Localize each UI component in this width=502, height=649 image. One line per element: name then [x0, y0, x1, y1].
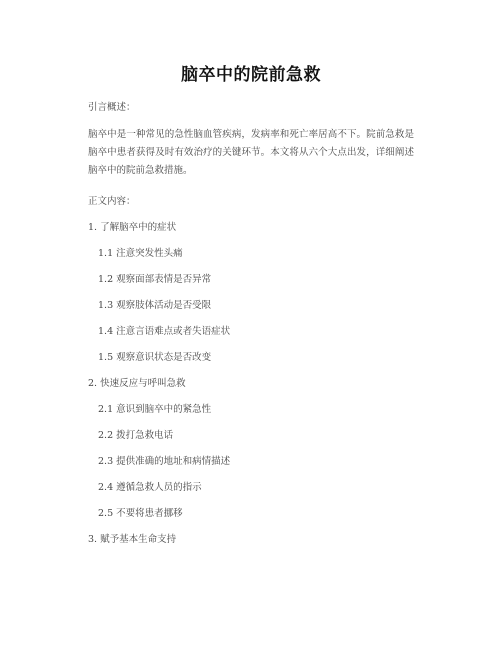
list-item: 2.3 提供准确的地址和病情描述 — [98, 456, 231, 467]
list-item: 1.5 观察意识状态是否改变 — [98, 352, 212, 363]
list-item: 1.3 观察肢体活动是否受限 — [98, 300, 212, 311]
intro-heading: 引言概述： — [88, 102, 136, 113]
list-item: 2.4 遵循急救人员的指示 — [98, 482, 202, 493]
list-item: 2.2 拨打急救电话 — [98, 430, 174, 441]
page-title: 脑卒中的院前急救 — [181, 65, 321, 85]
section-heading: 2. 快速反应与呼叫急救 — [88, 378, 186, 389]
body-heading: 正文内容： — [88, 196, 136, 207]
list-item: 1.2 观察面部表情是否异常 — [98, 274, 212, 285]
list-item: 1.4 注意言语难点或者失语症状 — [98, 326, 231, 337]
list-item: 2.5 不要将患者挪移 — [98, 508, 183, 519]
section-heading: 1. 了解脑卒中的症状 — [88, 222, 177, 233]
intro-paragraph: 脑卒中是一种常见的急性脑血管疾病，发病率和死亡率居高不下。院前急救是脑卒中患者获得及时有效治疗的关键环节。本文将从六个大点出发，详细阐述脑卒中的院前急救措施。 — [88, 129, 414, 176]
section-heading: 3. 赋予基本生命支持 — [88, 534, 177, 545]
list-item: 1.1 注意突发性头痛 — [98, 248, 183, 259]
list-item: 2.1 意识到脑卒中的紧急性 — [98, 404, 212, 415]
